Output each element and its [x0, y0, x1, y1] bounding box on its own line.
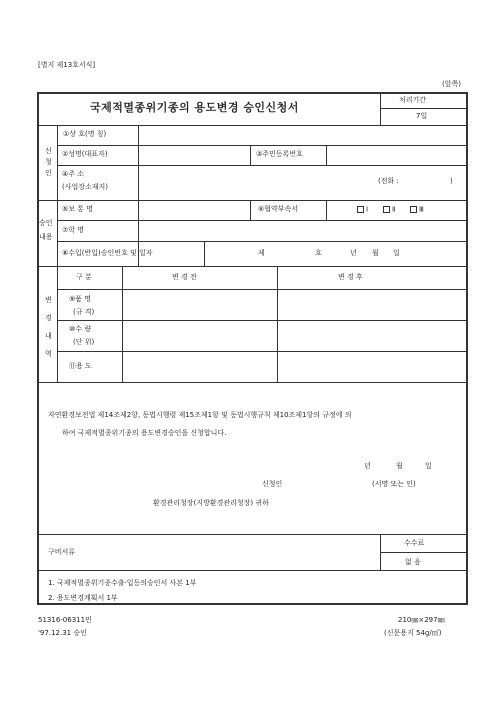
statement-line-1: 자연환경보전법 제14조제2항, 동법시행령 제15조제1항 및 동법시행규칙 제10조제1항의 규정에 의 — [48, 411, 352, 419]
checkbox-icon — [410, 206, 417, 213]
paper-type: (신문용지 54g/㎡) — [384, 629, 442, 637]
quantity-before-field[interactable] — [124, 322, 275, 348]
applicant-section-3: 인 — [45, 169, 52, 177]
common-name-label: ⑤보 통 명 — [62, 205, 94, 213]
applicant-section-2: 청 — [45, 158, 52, 166]
quantity-label: ⑩수 량 — [69, 325, 92, 333]
approval-section-2: 내용 — [39, 233, 53, 241]
attachment-item-1: 1. 국제적멸종위기종수출·입등의승인서 사본 1부 — [48, 579, 197, 587]
common-name-field[interactable] — [140, 202, 248, 218]
quantity-after-field[interactable] — [279, 322, 464, 348]
scientific-name-label: ⑦학 명 — [62, 226, 85, 234]
approval-date: '97.12.31 승인 — [38, 629, 87, 637]
usage-label: ⑪용 도 — [69, 362, 92, 370]
item-before-field[interactable] — [124, 291, 275, 317]
item-name-label: ⑨품 명 — [69, 295, 92, 303]
address-sublabel: (사업장소재지) — [62, 183, 109, 191]
date-day: 일 — [425, 462, 432, 470]
attachments-label: 구비서류 — [48, 548, 76, 556]
permit-day: 일 — [393, 249, 400, 257]
applicant-signature-field[interactable] — [290, 477, 365, 491]
applicant-sign-label: 신청인 — [262, 480, 283, 488]
column-after-header: 변 경 후 — [338, 273, 363, 281]
address-label: ④주 소 — [62, 170, 85, 178]
representative-field[interactable] — [140, 147, 248, 163]
phone-close: ) — [450, 177, 453, 185]
resident-id-field[interactable] — [328, 147, 464, 163]
business-name-field[interactable] — [140, 127, 464, 143]
date-year: 년 — [364, 462, 371, 470]
processing-period-label: 처리기간 — [399, 96, 427, 104]
usage-before-field[interactable] — [124, 353, 275, 380]
resident-id-label: ③주민등록번호 — [256, 150, 303, 158]
representative-label: ②성명(대표자) — [62, 150, 108, 158]
appendix-label: ⑥협약부속서 — [258, 205, 299, 213]
form-title: 국제적멸종위기종의 용도변경 승인신청서 — [90, 101, 299, 114]
changes-section-2: 경 — [45, 314, 52, 322]
appendix-option-3[interactable]: Ⅲ — [410, 206, 424, 214]
fee-value: 없 음 — [405, 558, 421, 566]
page-side-label: (앞쪽) — [442, 80, 461, 88]
approval-section-1: 승인 — [39, 219, 53, 227]
column-type-header: 구 분 — [76, 273, 92, 281]
checkbox-icon — [357, 206, 364, 213]
appendix-option-1[interactable]: Ⅰ — [357, 206, 368, 214]
unit-label: (단 위) — [73, 338, 95, 346]
form-number: [별지 제13호서식] — [38, 61, 96, 69]
address-field[interactable] — [140, 167, 370, 199]
changes-section-1: 변 — [45, 296, 52, 304]
applicant-section-1: 신 — [45, 147, 52, 155]
processing-period-value: 7일 — [416, 112, 428, 120]
attachment-item-2: 2. 용도변경계획서 1부 — [48, 594, 118, 602]
business-name-label: ①상 호(명 칭) — [63, 130, 107, 138]
changes-section-4: 역 — [45, 350, 52, 358]
scientific-name-field[interactable] — [140, 222, 464, 238]
phone-label: (전화 : — [378, 177, 399, 185]
permit-no-suffix: 호 — [315, 249, 322, 257]
date-month: 월 — [396, 462, 403, 470]
signature-note: (서명 또는 인) — [372, 480, 416, 488]
permit-year: 년 — [350, 249, 357, 257]
permit-no-prefix: 제 — [258, 249, 265, 257]
item-spec-label: (규 격) — [73, 308, 95, 316]
permit-number-label: ⑧수입(반입)승인번호 및 일자 — [62, 249, 153, 257]
usage-after-field[interactable] — [279, 353, 464, 380]
statement-line-2: 하여 국제적멸종위기종의 용도변경승인을 신청합니다. — [62, 429, 227, 437]
checkbox-icon — [383, 206, 390, 213]
permit-month: 월 — [372, 249, 379, 257]
changes-section-3: 내 — [45, 332, 52, 340]
paper-size: 210㎜×297㎜ — [398, 616, 445, 624]
fee-label: 수수료 — [404, 539, 425, 547]
column-before-header: 변 경 전 — [172, 273, 197, 281]
item-after-field[interactable] — [279, 291, 464, 317]
appendix-option-2[interactable]: Ⅱ — [383, 206, 395, 214]
form-code: 51316-06311민 — [38, 616, 92, 624]
recipient: 환경관리청장(지방환경관리청장) 귀하 — [153, 499, 269, 507]
